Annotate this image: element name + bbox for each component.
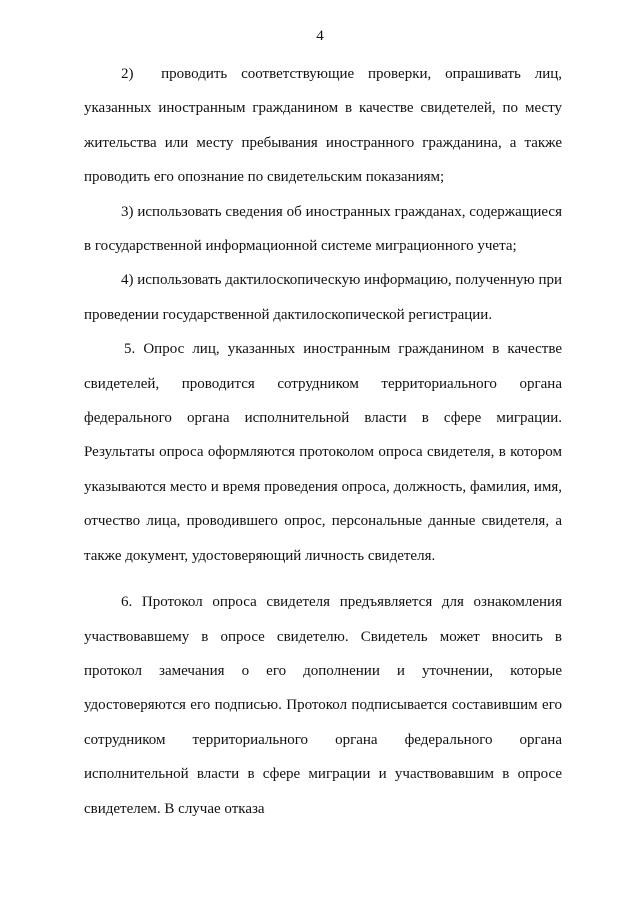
paragraph-item-3: 3) использовать сведения об иностранных гражданах, содержащиеся в государственной информационной системе миграционного учета; [84, 203, 562, 255]
paragraph-section-6: 6. Протокол опроса свидетеля предъявляется для ознакомления участвовавшему в опросе свидетелю. Свидетель может вносить в протокол замечания о его дополнении и уточнении, которые удостоверяются его подписью. Протокол подписывается составившим его сотрудником территориального органа федерального органа исполнительной власти в сфере миграции и участвовавшим в опросе свидетелем. В случае отказа [84, 594, 562, 817]
paragraph-item-2: 2) проводить соответствующие проверки, опрашивать лиц, указанных иностранным гражданином в качестве свидетелей, по месту жительства или месту пребывания иностранного гражданина, а также проводить его опознание по свидетельским показаниям; [84, 66, 562, 186]
page-number: 4 [316, 28, 324, 44]
paragraph-section-5: 5. Опрос лиц, указанных иностранным гражданином в качестве свидетелей, проводится сотрудником территориального органа федерального органа исполнительной власти в сфере миграции. Результаты опроса оформляются протоколом опроса свидетеля, в котором указываются место и время проведения опроса, должность, фамилия, имя, отчество лица, проводившего опрос, персональные данные свидетеля, а также документ, удостоверяющий личность свидетеля. [84, 341, 562, 564]
paragraph-item-4: 4) использовать дактилоскопическую информацию, полученную при проведении государственной дактилоскопической регистрации. [84, 272, 562, 323]
document-body [84, 57, 562, 826]
